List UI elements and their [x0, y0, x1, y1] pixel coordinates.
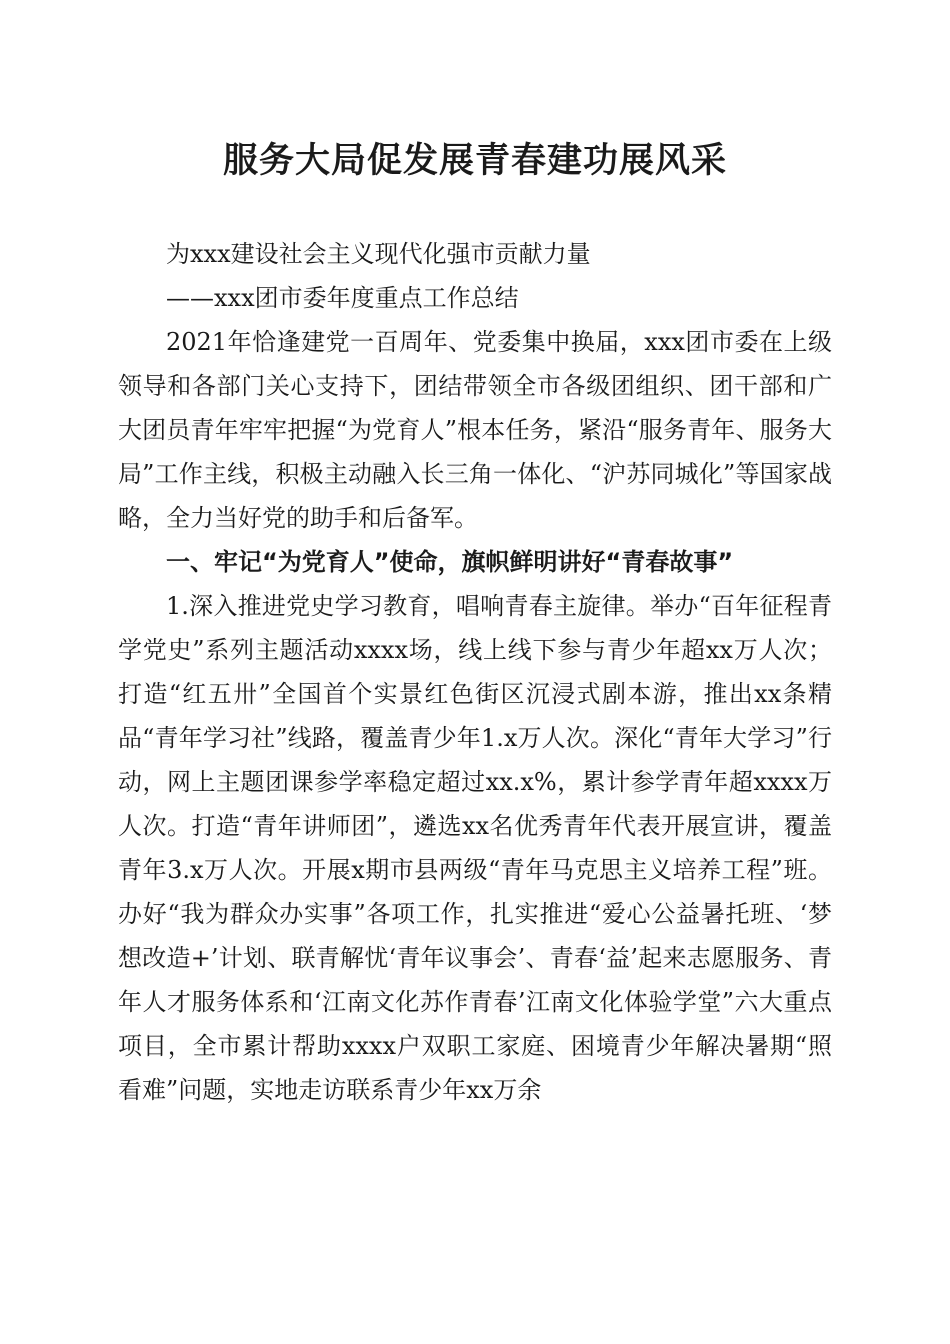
section-heading: 一、牢记“为党育人”使命，旗帜鲜明讲好“青春故事”	[166, 548, 734, 576]
document-byline: ——xxx团市委年度重点工作总结	[166, 284, 519, 312]
document-title: 服务大局促发展青春建功展风采	[222, 141, 727, 181]
intro-paragraph: 2021年恰逢建党一百周年、党委集中换届，xxx团市委在上级领导和各部门关心支持下，团结带领全市各级团组织、团干部和广大团员青年牢牢把握“为党育人”根本任务，紧沿“服务青年、服务大局”工作主线，积极主动融入长三角一体化、“沪苏同城化”等国家战略，全力当好党的助手和后备军。	[118, 328, 832, 532]
section-paragraph: 1.深入推进党史学习教育，唱响青春主旋律。举办“百年征程青学党史”系列主题活动xxxx场，线上线下参与青少年超xx万人次；打造“红五卅”全国首个实景红色街区沉浸式剧本游，推出xx条精品“青年学习社”线路，覆盖青少年1.x万人次。深化“青年大学习”行动，网上主题团课参学率稳定超过xx.x%，累计参学青年超xxxx万人次。打造“青年讲师团”，遴选xx名优秀青年代表开展宣讲，覆盖青年3.x万人次。开展x期市县两级“青年马克思主义培养工程”班。办好“我为群众办实事”各项工作，扎实推进“爱心公益暑托班、‘梦想改造+’计划、联青解忧‘青年议事会’、青春‘益’起来志愿服务、青年人才服务体系和‘江南文化苏作青春’江南文化体验学堂”六大重点项目，全市累计帮助xxxx户双职工家庭、困境青少年解决暑期“照看难”问题，实地走访联系青少年xx万余	[118, 592, 832, 1104]
document-subtitle: 为xxx建设社会主义现代化强市贡献力量	[166, 240, 591, 268]
document-body	[118, 232, 832, 1112]
